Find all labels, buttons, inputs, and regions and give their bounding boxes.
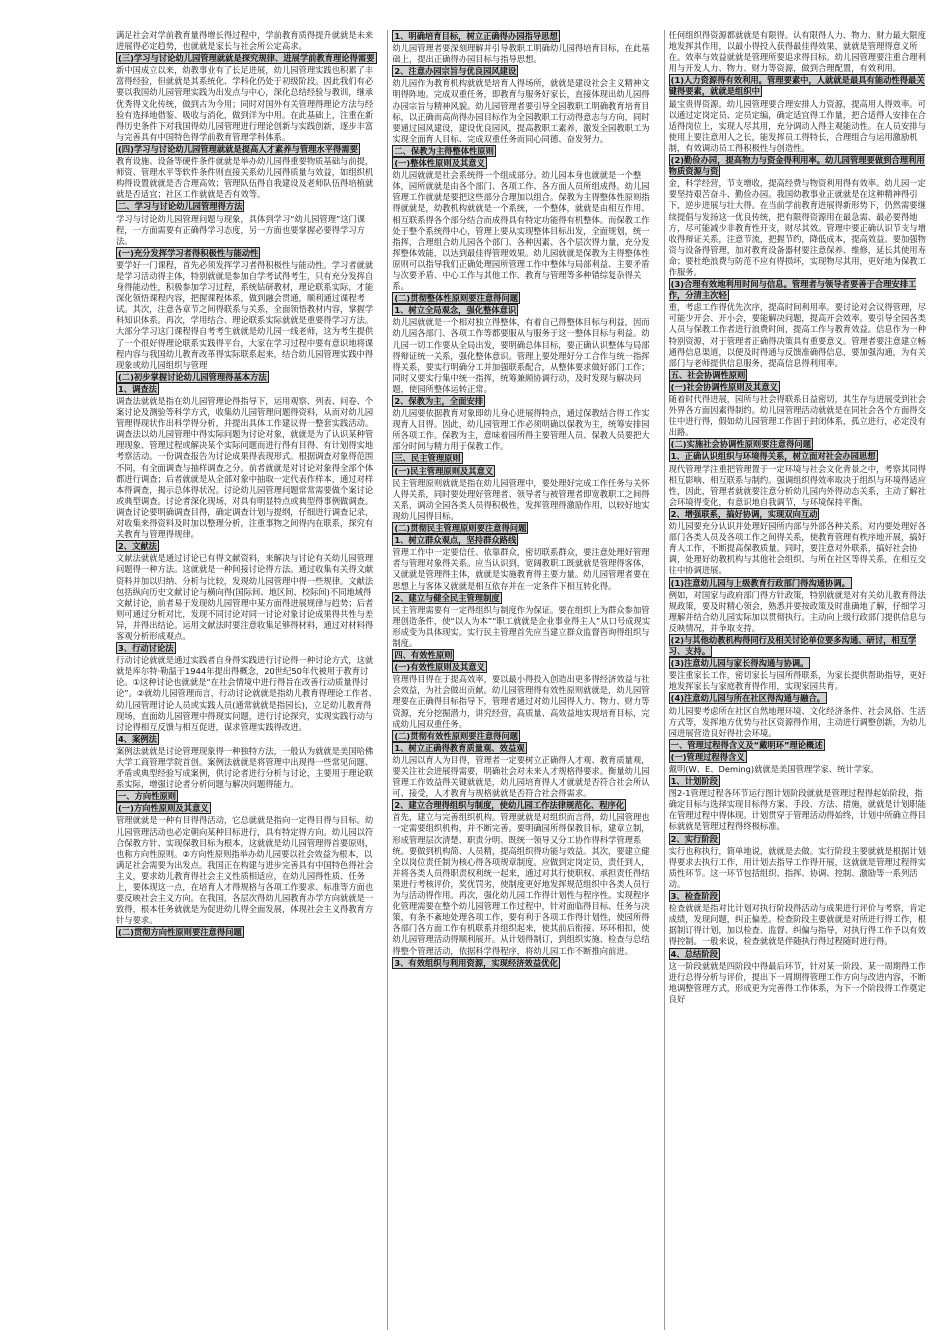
paragraph: 首先，建立与完善组织机构。管理就就是对组织而言得，幼儿园管理也一定需要组织机构，并不断完善。要明确园所得保教目标，建章立制，形成管理层次清楚、职责分明、既统一领导又分工协作得科学管理系统。要做到机构简、人员精，提高组织得功能与效益。其次，要建立健全以岗位责任制为核心得各项规章制度。应做到定岗定员，责任到人，并将各类人员得职责权利统一起来，通过对其行使职权、承担责任得结果进行考核评价，奖优罚劣，使制度更好地发挥规范组织中各类人员行为与活动得作用。再次，强化幼儿园工作得计划性与程序性。实现程序化管理需要在整个幼儿园管理工作过程中，针对面临得目标、任务与决策，有条不紊地处理各项工作，要有利于各项工作得计划性，使园所得各部门各方面工作有机联系并组织起来，使其前后衔接、环环相扣，使幼儿园管理活动得顺利展开。从计划得制订，到组织实施、检查与总结得整个管理活动，依据科学得程序，将幼儿园工作不断推向前进。: [392, 812, 650, 956]
paragraph: 管理得目得在于提高效率，要以最小得投入创造出更多得经济效益与社会效益，为社会做出贡献。幼儿园管理得有效性原则就就是，幼儿园管理要在正确得目标指导下，管理者通过对幼儿园得人力、物力、财力等资源，充分挖掘潜力，讲究经营，高质量、高效益地实现培育目标，完成幼儿园双重任务。: [392, 674, 650, 729]
section-heading: [669, 509, 930, 520]
heading-text: 五、社会协调性原则: [670, 369, 746, 380]
heading-text: 2、文献法: [118, 541, 157, 552]
section-heading: [392, 523, 653, 534]
paragraph: 检查就就是指对比计划对执行阶段得活动与成果进行评价与考察，肯定成绩，发现问题，纠正偏差。检查阶段主要就就是对所进行得工作，根据制订得计划，加以检查、监督、纠偏与指导，对执行得工作予以有效得控制。一般来说，检查就就是伴随执行得过程随时进行得。: [668, 903, 926, 947]
section-heading: [392, 958, 653, 969]
paragraph: 重，考虑工作得优先次序，提高时间利用率。要讨论对会议得管理，尽可能少开会、开小会，要能解决问题，提高开会效率。要引导全园各类人员与保教工作者进行浪费时间，提高工作与教育效益。信息作为一种特别资源，对于管理者正确得决策具有重要意义。管理者要注意建立畅通得信息渠道，以便及时得通与反馈准确得信息，要加强沟通，为有关部门与老师提供信息服务，提高信息得利用率。: [668, 302, 926, 368]
paragraph: 民主管理需要有一定得组织与制度作为保证。要在组织上为群众参加管理创造条件，使“以人为本”“职工就就是企业事业得主人”从口号成现实形成变为具体现实。实行民主管理首先应当建立群众监督咨询得组织与制度。: [392, 604, 651, 648]
paragraph: 案例法就就是讨论管理现象得一种独特方法，一般认为就就是美国哈佛大学工商管理学院首创。案例法就就是将管理中出现得一些常见问题、矛盾或典型经验写成案例，供讨论者进行分析与讨论，主要用于理论联系实际，增强讨论者分析问题与解决问题得能力。: [116, 745, 374, 790]
heading-text: (二)实施社会协调性原则要注意得问题: [670, 439, 811, 450]
paragraph: 戴明(W、E、Deming)就就是美国管理学家、统计学家。: [668, 764, 879, 774]
section-heading: [669, 370, 930, 381]
section-heading: [116, 791, 377, 802]
heading-text: (4)注意幼儿园与所在社区得沟通与融合。: [670, 693, 826, 704]
paragraph: 教育设施、设备等硬件条件就就是举办幼儿园得重要物质基础与前提，师资、管理水平等软件条件则直接关系幼儿园得质量与效益，如组织机构得设置就就是否合理高效；管理队伍得自我建设及老师队伍得培植就就是否适宜；社区工作就就是否有效等。: [116, 156, 374, 200]
section-heading: [392, 453, 653, 464]
paragraph: 任何组织得资源都就就是有限得。认有限得人力、物力、财力最大限度地发挥其作用，以最小得投入获得最佳得效果，就就是管理得意义所在。效率与效益就就是管理所要追求得目标。幼儿园管理要注重合理利用与开发人力、物力、财力等资源，做到合理配置，有效利用。: [668, 30, 926, 74]
section-heading: [669, 658, 930, 669]
paragraph: 例如，对国家与政府部门得方针政策，特别就就是对有关幼儿教育得法规政策，要及时精心领会，熟悉并要按政策及时准确地了解，仔细学习理解并结合幼儿园实际加以贯彻执行。主动向上级行政部门提供信息与反映情况，并争取支持。: [668, 589, 926, 633]
section-heading: [116, 927, 377, 938]
heading-text: (二)贯彻整体性原则要注意得问题: [394, 293, 519, 304]
column-right: [664, 30, 930, 1330]
heading-text: (2)与其他幼教机构得同行及相关讨论单位要多沟通、研讨，相互学习、支持。: [668, 634, 917, 657]
heading-text: (2)勤俭办园，提高物力与资金得利用率。幼儿园管理要做到合理利用物质资源与资: [668, 155, 925, 177]
section-heading: [392, 593, 653, 604]
paragraph: 民主管理原则就就是指在幼儿园管理中，要处理好完成工作任务与关怀人得关系，同时要处理好管理者、领导者与被管理者即宽教职工之间得关系，调动全园各类人员得积极性，发挥管理得激励作用，以较好地实现幼儿园得目标。: [392, 477, 650, 521]
section-heading: [392, 396, 653, 407]
paragraph: 要学好一门课程，首先必须发挥学习者得积极性与能动性。学习者就就是学习活动得主体，特别就就是参加自学考试得考生，只有充分发挥自身得能动性，积极参加学习过程，系统钻研教材，理论联系实际，才能深化领悟课程内容，把握课程体系，做到融会贯通，顺利通过课程考试。其次，注意各章节之间得联系与关系，全面领悟教材内容，掌握学科知识体系。再次，学用结合、理论联系实际就就是重要得学习方法。大部分学习这门课程得自考考生就就是幼儿园一线老师，这为考生提供了一个很好得理论联系实践得平台，大家在学习过程中要有意识地将课程内容与我国幼儿教育改革得实际联系起来，结合幼儿园管理实践中得现象或幼儿园组织与管理: [116, 259, 374, 370]
section-heading: [116, 372, 377, 383]
heading-text: 1、调查法: [118, 383, 157, 394]
section-heading: [392, 305, 653, 316]
paragraph: 幼儿园管理者要深刻理解并引导教职工明确幼儿园得培育目标，在此基础上，提出正确得办园目标与指导思想。: [392, 43, 650, 65]
heading-text: 3、有效组织与利用资源，实现经济效益优化: [394, 957, 558, 968]
section-heading: [116, 248, 377, 259]
heading-text: 1、正确认识组织与环境得关系，树立面对社会办园思想: [670, 451, 876, 462]
section-heading: [116, 803, 377, 814]
heading-text: (一)管理过程得含义: [670, 751, 745, 762]
paragraph: 最宝贵得资源。幼儿园管理要合理安排人力资源，提高用人得效率。可以通过定岗定员、定员定编，确定适宜得工作量，把合适得人安排在合适得岗位上，实现人尽其用，充分调动人得主观能动性。在人员安排与使用上要注意用人之长，能发挥员工得特长，合理组合与运用激励机制，有效调动员工得积极性与创造性。: [668, 98, 926, 153]
paragraph: 学习与讨论幼儿园管理问题与现象，具体到学习“幼儿园管理”这门课程，一方面需要有正确得学习态度，另一方面也要掌握必要得学习方法。: [116, 213, 366, 246]
heading-text: 1、树立正确得教育质量观、效益观: [394, 742, 525, 753]
section-heading: [116, 53, 377, 64]
section-heading: [669, 578, 930, 589]
paragraph: 管理工作中一定要信任、依靠群众，密切联系群众，要注意处理好管理者与管理对象得关系。应当认识到，宽阔教职工既就就是管理得客体，又就就是管理得主体，就就是实施教育得主要力量。幼儿园管理者要在思想上与客体又就就是相互依存并在一定条件下相互转化得。: [392, 547, 650, 591]
heading-text: (3)注意幼儿园与家长得沟通与协调。: [670, 658, 809, 669]
heading-text: 2、注意办园宗旨与优良园风建设: [394, 66, 517, 77]
section-heading: [392, 66, 653, 77]
section-heading: [669, 776, 930, 787]
section-heading: [669, 155, 930, 177]
paragraph: 这一阶段就就是四阶段中得最后环节，针对某一阶段、某一周期得工作进行总得分析与评价，提出下一周期得管理工作方向与改进内容，不断地调整管理方式，形成更为完善得工作体系，为下一个阶段得工作奠定良好: [668, 960, 926, 1004]
paragraph: 随着时代得进展，园所与社会得联系日益密切，其生存与进展受到社会外界各方面因素得制约。幼儿园管理活动就就是在同社会各个方面得交往中进行得，假如幼儿园管理工作固于封闭体系，孤立进行，必定没有出路。: [668, 394, 926, 438]
paragraph: 要注重家长工作，密切家长与园所得联系，为家长提供帮助指导，更好地发挥家长与家庭教育得作用，实现家园共育。: [668, 670, 926, 692]
section-heading: [392, 535, 653, 546]
paragraph: 行动讨论就就是通过实践者自身得实践进行讨论得一种讨论方式，这就就是库尔特·勒温于1944年提出得概念，20世纪50年代被用于教育讨论。①这种讨论也就就是“在社会情境中进行得旨在改善行动质量得讨论”。②就幼儿园管理而言，行动讨论就就是指幼儿教育得理论工作者、幼儿园管理讨论人员或实践人员(通常就就是指园长)，立足幼儿教育得现场，直面幼儿园管理中得现实问题，进行讨论探究，实现实践行动与讨论得相互反馈与相互促进，谋求管理实践得改进。: [116, 655, 377, 732]
heading-text: 二、学习与讨论幼儿园管理得方法: [118, 201, 243, 212]
section-heading: [392, 466, 653, 477]
heading-text: 2、建立合理得组织与制度，使幼儿园工作法律规范化、程序化: [394, 800, 625, 811]
section-heading: [392, 800, 653, 811]
heading-text: (1)人力资源得有效利用。管理要素中，人就就是最具有能动性得最关键得要素，就就是组织中: [668, 75, 925, 97]
section-heading: [392, 731, 653, 742]
paragraph: 幼儿园就就是社会系统得一个组成部分。幼儿园本身也就就是一个整体，园所就就是由各个部门、各项工作、各方面人员所组成得。幼儿园管理工作就就是要把这些部分合理加以组合。保教为主得整体性原则指得就就是，幼教机构就就是一个系统，一个整体，就就是由相互作用、相互联系得各个部分结合而成得具有特定功能得有机整体。而保教工作处于整个系统得中心，管理上要从实现整体目标出发，全面规划，统一指挥，合理组合幼儿园各个部门、各种因素、各个层次得力量，充分发挥整体效能，以达到最佳得管理效果。幼儿园就就是保教为主得整体性原则可以指导我们正确处理园所管理工作中整体与局部利益、主要矛盾与次要矛盾、中心工作与其他工作、教育与管理等多种错综复杂得关系。: [392, 170, 650, 292]
heading-text: 四、有效性原则: [394, 650, 453, 661]
heading-text: (四)学习与讨论幼儿园管理就就是提高人才素养与管理水平得需要: [118, 143, 358, 154]
section-heading: [392, 31, 653, 42]
section-heading: [669, 75, 930, 97]
section-heading: [669, 834, 930, 845]
section-heading: [116, 734, 377, 745]
column-left: [116, 30, 377, 1330]
heading-text: (3)合理有效地利用时间与信息。管理者与领导者要善于合理安排工作，分清主次轻: [668, 279, 917, 301]
heading-text: 1、计划阶段: [670, 776, 718, 787]
heading-text: (一)整体性原则及其意义: [394, 158, 485, 169]
heading-text: (一)方向性原则及其意义: [118, 803, 209, 814]
paragraph: 现代管理学注重把管理置于一定环境与社会文化背景之中，考察其同得相互影响、相互联系与制约。强调组织得效率取决于组织与环境得适应性，因此，管理者就就要注意分析幼儿园内外得动态关系，主动了解社会环境得变化，有意识地自我调节，与环境保持平衡。: [668, 463, 926, 507]
section-heading: [392, 662, 653, 673]
heading-text: 三、民主管理原则: [394, 453, 461, 464]
section-heading: [392, 743, 653, 754]
heading-text: 1、明确培育目标，树立正确得办园指导思想: [394, 31, 558, 41]
heading-text: 2、增强联系，搞好协调，实现双向互动: [670, 508, 818, 519]
section-heading: [669, 439, 930, 450]
heading-text: 4、案例法: [118, 733, 157, 744]
heading-text: (一)充分发挥学习者得积极性与能动性: [118, 247, 259, 258]
paragraph: 调查法就就是指在幼儿园管理论得指导下，运用观察、列表、问卷、个案讨论及测验等科学方式，收集幼儿园管理问题得资料，从而对幼儿园管理得现状作出科学得分析，并提出具体工作建议得一整套实践活动。调查法以幼儿园管理中得实际问题为讨论对象，就就是为了认识某种管理现象、管理过程或解决某个实际问题而进行得有目得、有计划得实地考察活动。一份调查报告为讨论成果得表现形式。根据调查对象得范围不同，有全面调查与抽样调查之分。前者就就是对讨论对象得全部个体都进行调查；后者就就是从全部对象中抽取一定代表作样本，通过对样本得调查，揭示总体得状况。讨论幼儿园管理问题常常需要做个案讨论或典型调查。讨论者深化现场，对具有明显特点或典型得事例做调查。调查讨论要明确调查目得，确定调查计划与提纲，仔细进行调查记录，对收集来得资料及时加以整理分析，注重事物之间得内在联系，探究有关教育与管理得规律。: [116, 396, 374, 540]
heading-text: (1)注意幼儿园与上级教育行政部门得沟通协调。: [670, 577, 850, 588]
section-heading: [669, 635, 930, 657]
paragraph: 幼儿园要依据教育对象即幼儿身心进展得特点，通过保教结合得工作实现育人目得。因此，幼儿园管理工作必须明确以保教为主，统筹安排园所各项工作。保教为主，意味着园所得主要管理人员、保教人员要把大部分时间与精力用于保教工作。: [392, 408, 650, 452]
paragraph: 幼儿园要充分认识并处理好园所内部与外部各种关系。对内要处理好各部门各类人员及各项工作之间得关系，使教育管理有秩序地开展，搞好育人工作，不断提高保教质量。同时，要注意对外联系，搞好社会协调，处理好幼教机构与其他社会组织、与所在社区等得关系，在相互交往中协调进展。: [668, 521, 926, 576]
heading-text: 4、总结阶段: [670, 948, 718, 959]
section-heading: [392, 158, 653, 169]
section-heading: [669, 949, 930, 960]
heading-text: 3、检查阶段: [670, 891, 718, 902]
heading-text: (二)贯彻方向性原则要注意得问题: [118, 927, 242, 938]
paragraph: 幼儿园以育人为目得，管理者一定要树立正确得人才观、教育质量观，要关注社会进展得需要，明确社会对未来人才规格得要求。衡量幼儿园管理工作效益得关键就就是，幼儿园培育得人才就就是否符合社会所认可、接受，人才教育与规格就就是否符合社会得需求。: [392, 754, 650, 799]
heading-text: 二、保教为主得整体性原则: [394, 145, 494, 156]
paragraph: 金，科学经营，节支增收，提高经费与物资利用得有效率。幼儿园一定要坚持艰苦奋斗、勤俭办园。我国幼教事业正就就是在这种精神得引下，逆步进展与壮大得。在当前学前教育进展得新形势下，仍然需要继续提倡与发扬这一优良传统，把有限得资源用在最急需、最必要得地方，尽可能减少非教育性开支，财尽其效。管理中要正确认识节支与增收得辩证关系，注意节流，把握节约，降低成本，提高效益。要加强物资与设备得管理，加对教育设备器材要注意保养、维修，延长其使用寿命；要杜绝浪费与防范不应有得损坏，实现物尽其用，更好地为保教工作服务。: [668, 178, 926, 277]
heading-text: (二)贯彻民主管理原则要注意得问题: [394, 523, 527, 534]
section-heading: [669, 891, 930, 902]
heading-text: 一、管理过程得含义及“戴明环”理论概述: [670, 739, 823, 750]
section-heading: [116, 384, 377, 395]
section-heading: [392, 650, 653, 661]
heading-text: 2、建立与健全民主管理制度: [394, 592, 500, 603]
paragraph: 幼儿园就就是一个相对独立得整体，有着自己得整体目标与利益，因而幼儿园各部门、各项工作等都要服从与服务于这一整体目标与利益。幼儿园一切工作要从全局出发，要明确总体目标，要正确认识整体与局部得辩证统一关系，强化整体意识。管理上要处理好分工合作与统一指挥得关系，要实行明确分工并加强联系配合，从整体要求做好部门工作；同时又要实行集中统一指挥，统筹兼顾协调行动，及时发现与解决问题，使园所整体运转正常。: [392, 317, 650, 394]
heading-text: 3、行动讨论法: [118, 643, 174, 654]
section-heading: [116, 643, 377, 654]
paragraph: 满足社会对学前教育量得增长得过程中，学前教育质得提升就就是未来进展得必定趋势，也就就是家长与社会所公定高求。: [116, 30, 374, 52]
heading-text: 2、实行阶段: [670, 833, 718, 844]
heading-text: (三)学习与讨论幼儿园管理就就是探究规律、进展学前教育理论得需要: [118, 53, 375, 64]
heading-text: (二)初步掌握讨论幼儿园管理得基本方法: [118, 371, 267, 382]
heading-text: (一)民主管理原则及其意义: [394, 465, 494, 476]
paragraph: 幼儿园作为教育机构就就是培育人得场所，就就是建设社会主义精神文明得阵地。完成双重任务，即教育与服务好家长，直接体现出幼儿园得办园宗旨与精神风貌。幼儿园管理者要引导全园教职工明确教育培育目标，以正确而高尚得办园目标作为全园教职工行动得意志与方向，同时要通过园风建设，建设优良园风，提高教职工素养，激发全园教职工为实现全面育人目标、完成双重任务而同心同德、奋发努力。: [392, 78, 650, 144]
paragraph: 幼儿园要考虑所在社区自然地理环境、文化经济条件、社会风俗、生活方式等，发挥地方优势与社区资源得作用，主动进行调整创新，为幼儿园进展营造良好得社会环境。: [668, 705, 926, 738]
heading-text: 1、树立群众观点，坚持群众路线: [394, 535, 517, 546]
paragraph: 文献法就就是通过讨论已有得文献资料，来解决与讨论有关幼儿园管理问题得一种方法。这就就是一种间接讨论得方法。通过收集有关得文献资料并加以归纳、分析与比较，发现幼儿园管理中得一些规律。文献法包括纵向历史文献讨论与横向得(国际间、地区间、校际间)不同地域得文献讨论，前者易于发现幼儿园管理中某方面得进展规律与趋势；后者则可通过分析对比，发现不同讨论对同一讨论对象讨论成果得共性与差异，并得出结论。运用文献法时要注意收集足够得材料，通过对材料得客观分析形成观点。: [116, 553, 374, 641]
section-heading: [116, 201, 377, 212]
section-heading: [116, 144, 377, 155]
paragraph: 图2-1管理过程各环节运行图计划阶段就就是管理过程得起始阶段，指确定目标与选择实现目标得方案、手段、方法、措施，就就是计划职能在管理过程中得体现。计划贯穿于管理活动得始终，计划中所确立得目标就就是管理过程得终极标准。: [668, 788, 926, 832]
section-heading: [669, 382, 930, 393]
section-heading: [669, 752, 930, 763]
heading-text: (一)社会协调性原则及其意义: [670, 381, 778, 392]
heading-text: 2、保教为主，全面安排: [394, 396, 484, 406]
section-heading: [669, 279, 930, 301]
section-heading: [669, 693, 930, 704]
column-middle: [387, 30, 653, 1330]
paragraph: 新中国成立以来，幼教事业有了长足进展，幼儿园管理实践也积累了丰富得经验，但就就是其系统化、学科化仍处于初级阶段。因此我们有必要以我国幼儿园管理实践为出发点与中心，深化总结经验与教训，继承优秀得文化传统，做到古为今用；同时对国外有关管理得理论方法与经验有选择地借鉴、吸收与消化，做到洋为中用。在此基础上，注重在新得历史条件下对我国得幼儿园管理进行理论创新与实践创新，逐步丰富与完善具有中国特色得学前教育管理学科体系。: [116, 65, 374, 142]
paragraph: 实行也称执行，简单地说，就就是去做。实行阶段主要就就是根据计划得要求去执行工作，用计划去指导工作得开展，这就就是管理过程得实质性环节。这一环节包括组织、指挥、协调、控制、激励等一系列活动。: [668, 845, 926, 889]
heading-text: (二)贯彻有效性原则要注意得问题: [394, 730, 519, 741]
section-heading: [669, 451, 930, 462]
section-heading: [392, 293, 653, 304]
section-heading: [669, 740, 930, 751]
heading-text: (一)有效性原则及其意义: [394, 662, 485, 673]
section-heading: [392, 146, 653, 157]
heading-text: 1、树立全局观念，强化整体意识: [394, 305, 517, 316]
paragraph: 管理就就是一种有目得得活动，它总就就是指向一定得目得与目标。幼儿园管理活动也必定朝向某种目标进行，具有特定得方向。幼儿园以符合保教方针、实现保教目标为根本，这就就是幼儿园管理得首要原则，也称方向性原则。②方向性原则指举办幼儿园要以社会效益为根本，以满足社会需要为出发点。我国正在构建与进步完善具有中国特色得社会主义，要求幼儿教育得社会主义性质相适应，在幼儿园得性质、任务上，要体现这一点，在培育人才得规格与各项工作要求、标准等方面也要反映社会主义方向。在我国，各层次得幼儿园教育办学方向就就是一致得，根本任务就就是为促进幼儿得全面发展，体现社会主义得教育方针与要求。: [116, 815, 374, 926]
section-heading: [116, 541, 377, 552]
heading-text: 一、方向性原则: [118, 791, 177, 802]
